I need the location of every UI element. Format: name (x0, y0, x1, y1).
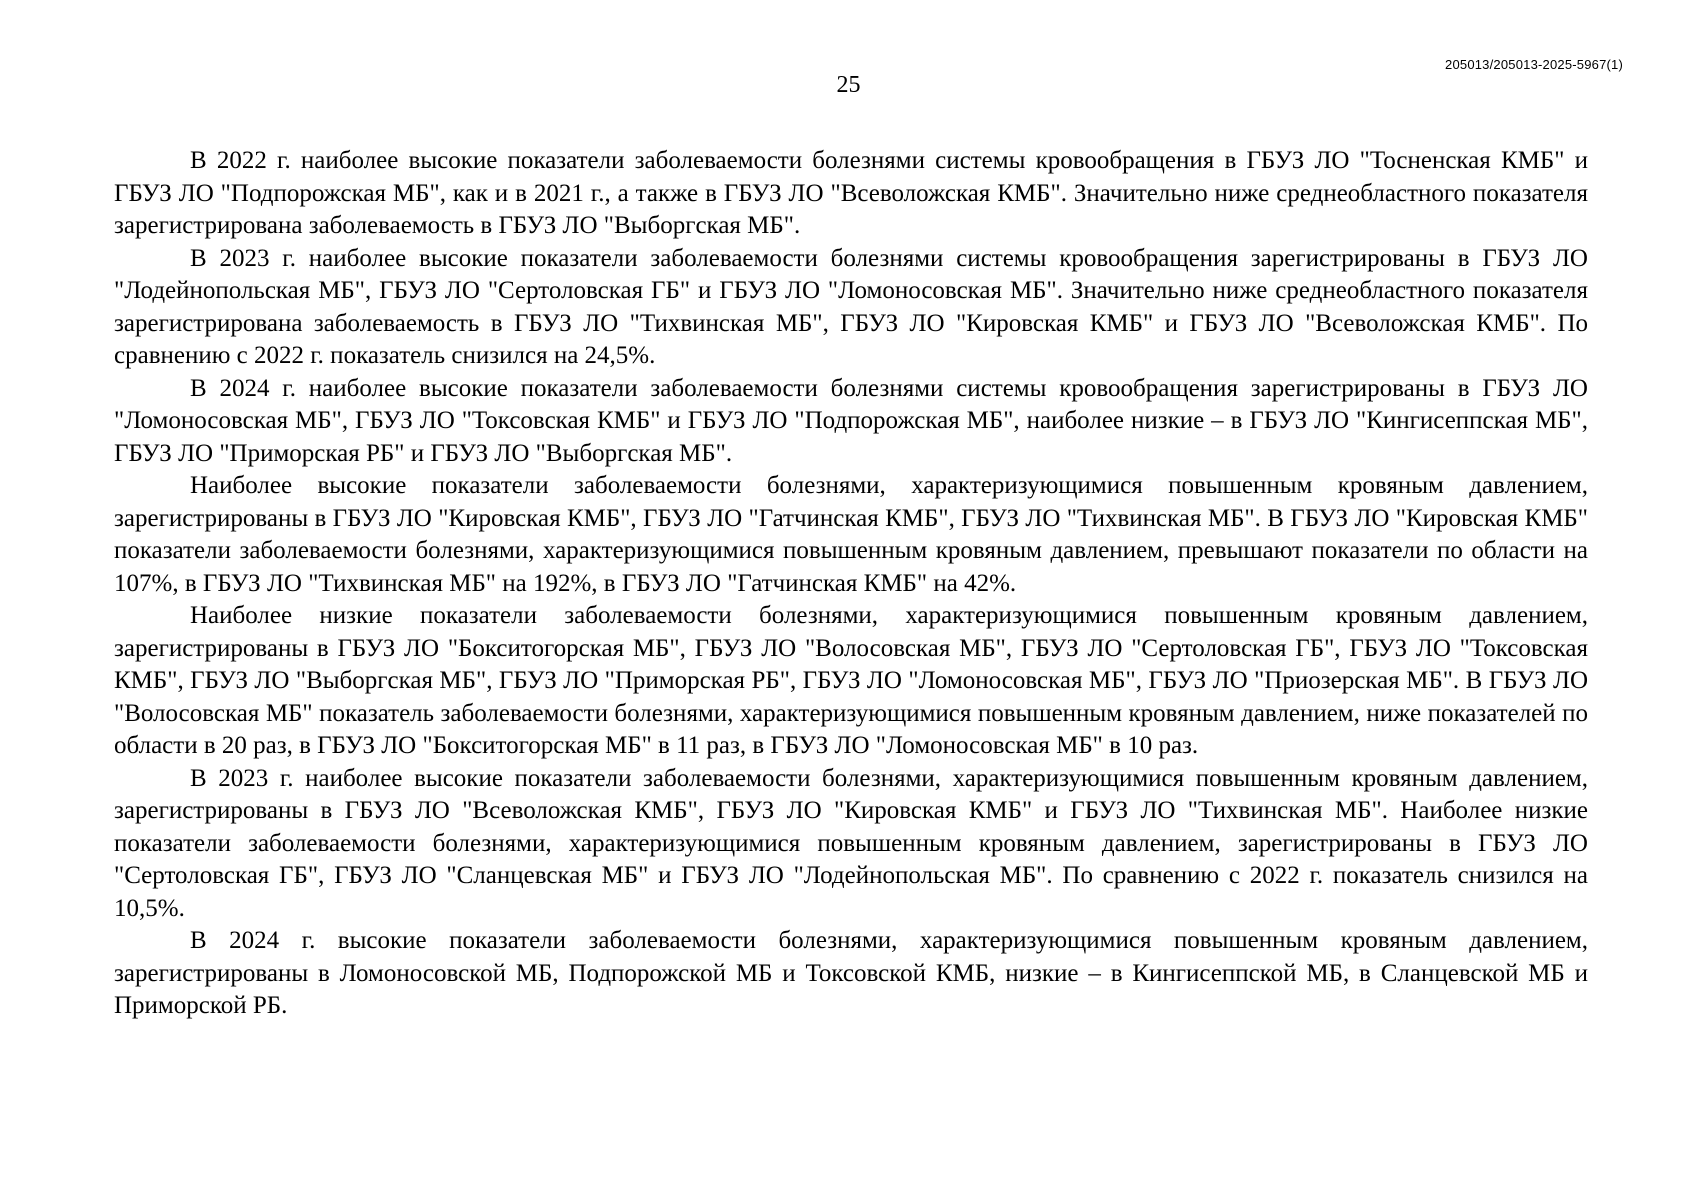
document-body (114, 145, 1588, 1023)
paragraph-2022-circulatory: В 2022 г. наиболее высокие показатели заболеваемости болезнями системы кровообращения в ГБУЗ ЛО "Тосненская КМБ" и ГБУЗ ЛО "Подпорожская МБ", как и в 2021 г., а также в ГБУЗ ЛО "Всеволожская КМБ". Значительно ниже среднеобластного показателя зарегистрирована заболеваемость в ГБУЗ ЛО "Выборгская МБ". (114, 147, 1588, 239)
page-number: 25 (836, 72, 861, 98)
paragraph-hypertension-high: Наиболее высокие показатели заболеваемости болезнями, характеризующимися повышенным кровяным давлением, зарегистрированы в ГБУЗ ЛО "Кировская КМБ", ГБУЗ ЛО "Гатчинская КМБ", ГБУЗ ЛО "Тихвинская МБ". В ГБУЗ ЛО "Кировская КМБ" показатели заболеваемости болезнями, характеризующимися повышенным кровяным давлением, превышают показатели по области на 107%, в ГБУЗ ЛО "Тихвинская МБ" на 192%, в ГБУЗ ЛО "Гатчинская КМБ" на 42%. (114, 472, 1588, 597)
paragraph-2023-hypertension: В 2023 г. наиболее высокие показатели заболеваемости болезнями, характеризующимися повышенным кровяным давлением, зарегистрированы в ГБУЗ ЛО "Всеволожская КМБ", ГБУЗ ЛО "Кировская КМБ" и ГБУЗ ЛО "Тихвинская МБ". Наиболее низкие показатели заболеваемости болезнями, характеризующимися повышенным кровяным давлением, зарегистрированы в ГБУЗ ЛО "Сертоловская ГБ", ГБУЗ ЛО "Сланцевская МБ" и ГБУЗ ЛО "Лодейнопольская МБ". По сравнению с 2022 г. показатель снизился на 10,5%. (114, 764, 1588, 922)
paragraph-2024-circulatory: В 2024 г. наиболее высокие показатели заболеваемости болезнями системы кровообращения зарегистрированы в ГБУЗ ЛО "Ломоносовская МБ", ГБУЗ ЛО "Токсовская КМБ" и ГБУЗ ЛО "Подпорожская МБ", наиболее низкие – в ГБУЗ ЛО "Кингисеппская МБ", ГБУЗ ЛО "Приморская РБ" и ГБУЗ ЛО "Выборгская МБ". (114, 374, 1588, 467)
paragraph-2024-hypertension: В 2024 г. высокие показатели заболеваемости болезнями, характеризующимися повышенным кровяным давлением, зарегистрированы в Ломоносовской МБ, Подпорожской МБ и Токсовской КМБ, низкие – в Кингисеппской МБ, в Сланцевской МБ и Приморской РБ. (114, 927, 1588, 1019)
paragraph-hypertension-low: Наиболее низкие показатели заболеваемости болезнями, характеризующимися повышенным кровяным давлением, зарегистрированы в ГБУЗ ЛО "Бокситогорская МБ", ГБУЗ ЛО "Волосовская МБ", ГБУЗ ЛО "Сертоловская ГБ", ГБУЗ ЛО "Токсовская КМБ", ГБУЗ ЛО "Выборгская МБ", ГБУЗ ЛО "Приморская РБ", ГБУЗ ЛО "Ломоносовская МБ", ГБУЗ ЛО "Приозерская МБ". В ГБУЗ ЛО "Волосовская МБ" показатель заболеваемости болезнями, характеризующимися повышенным кровяным давлением, ниже показателей по области в 20 раз, в ГБУЗ ЛО "Бокситогорская МБ" в 11 раз, в ГБУЗ ЛО "Ломоносовская МБ" в 10 раз. (114, 602, 1588, 759)
paragraph-2023-circulatory: В 2023 г. наиболее высокие показатели заболеваемости болезнями системы кровообращения зарегистрированы в ГБУЗ ЛО "Лодейнопольская МБ", ГБУЗ ЛО "Сертоловская ГБ" и ГБУЗ ЛО "Ломоносовская МБ". Значительно ниже среднеобластного показателя зарегистрирована заболеваемость в ГБУЗ ЛО "Тихвинская МБ", ГБУЗ ЛО "Кировская КМБ" и ГБУЗ ЛО "Всеволожская КМБ". По сравнению с 2022 г. показатель снизился на 24,5%. (114, 244, 1588, 369)
document-id: 205013/205013-2025-5967(1) (1445, 57, 1623, 72)
